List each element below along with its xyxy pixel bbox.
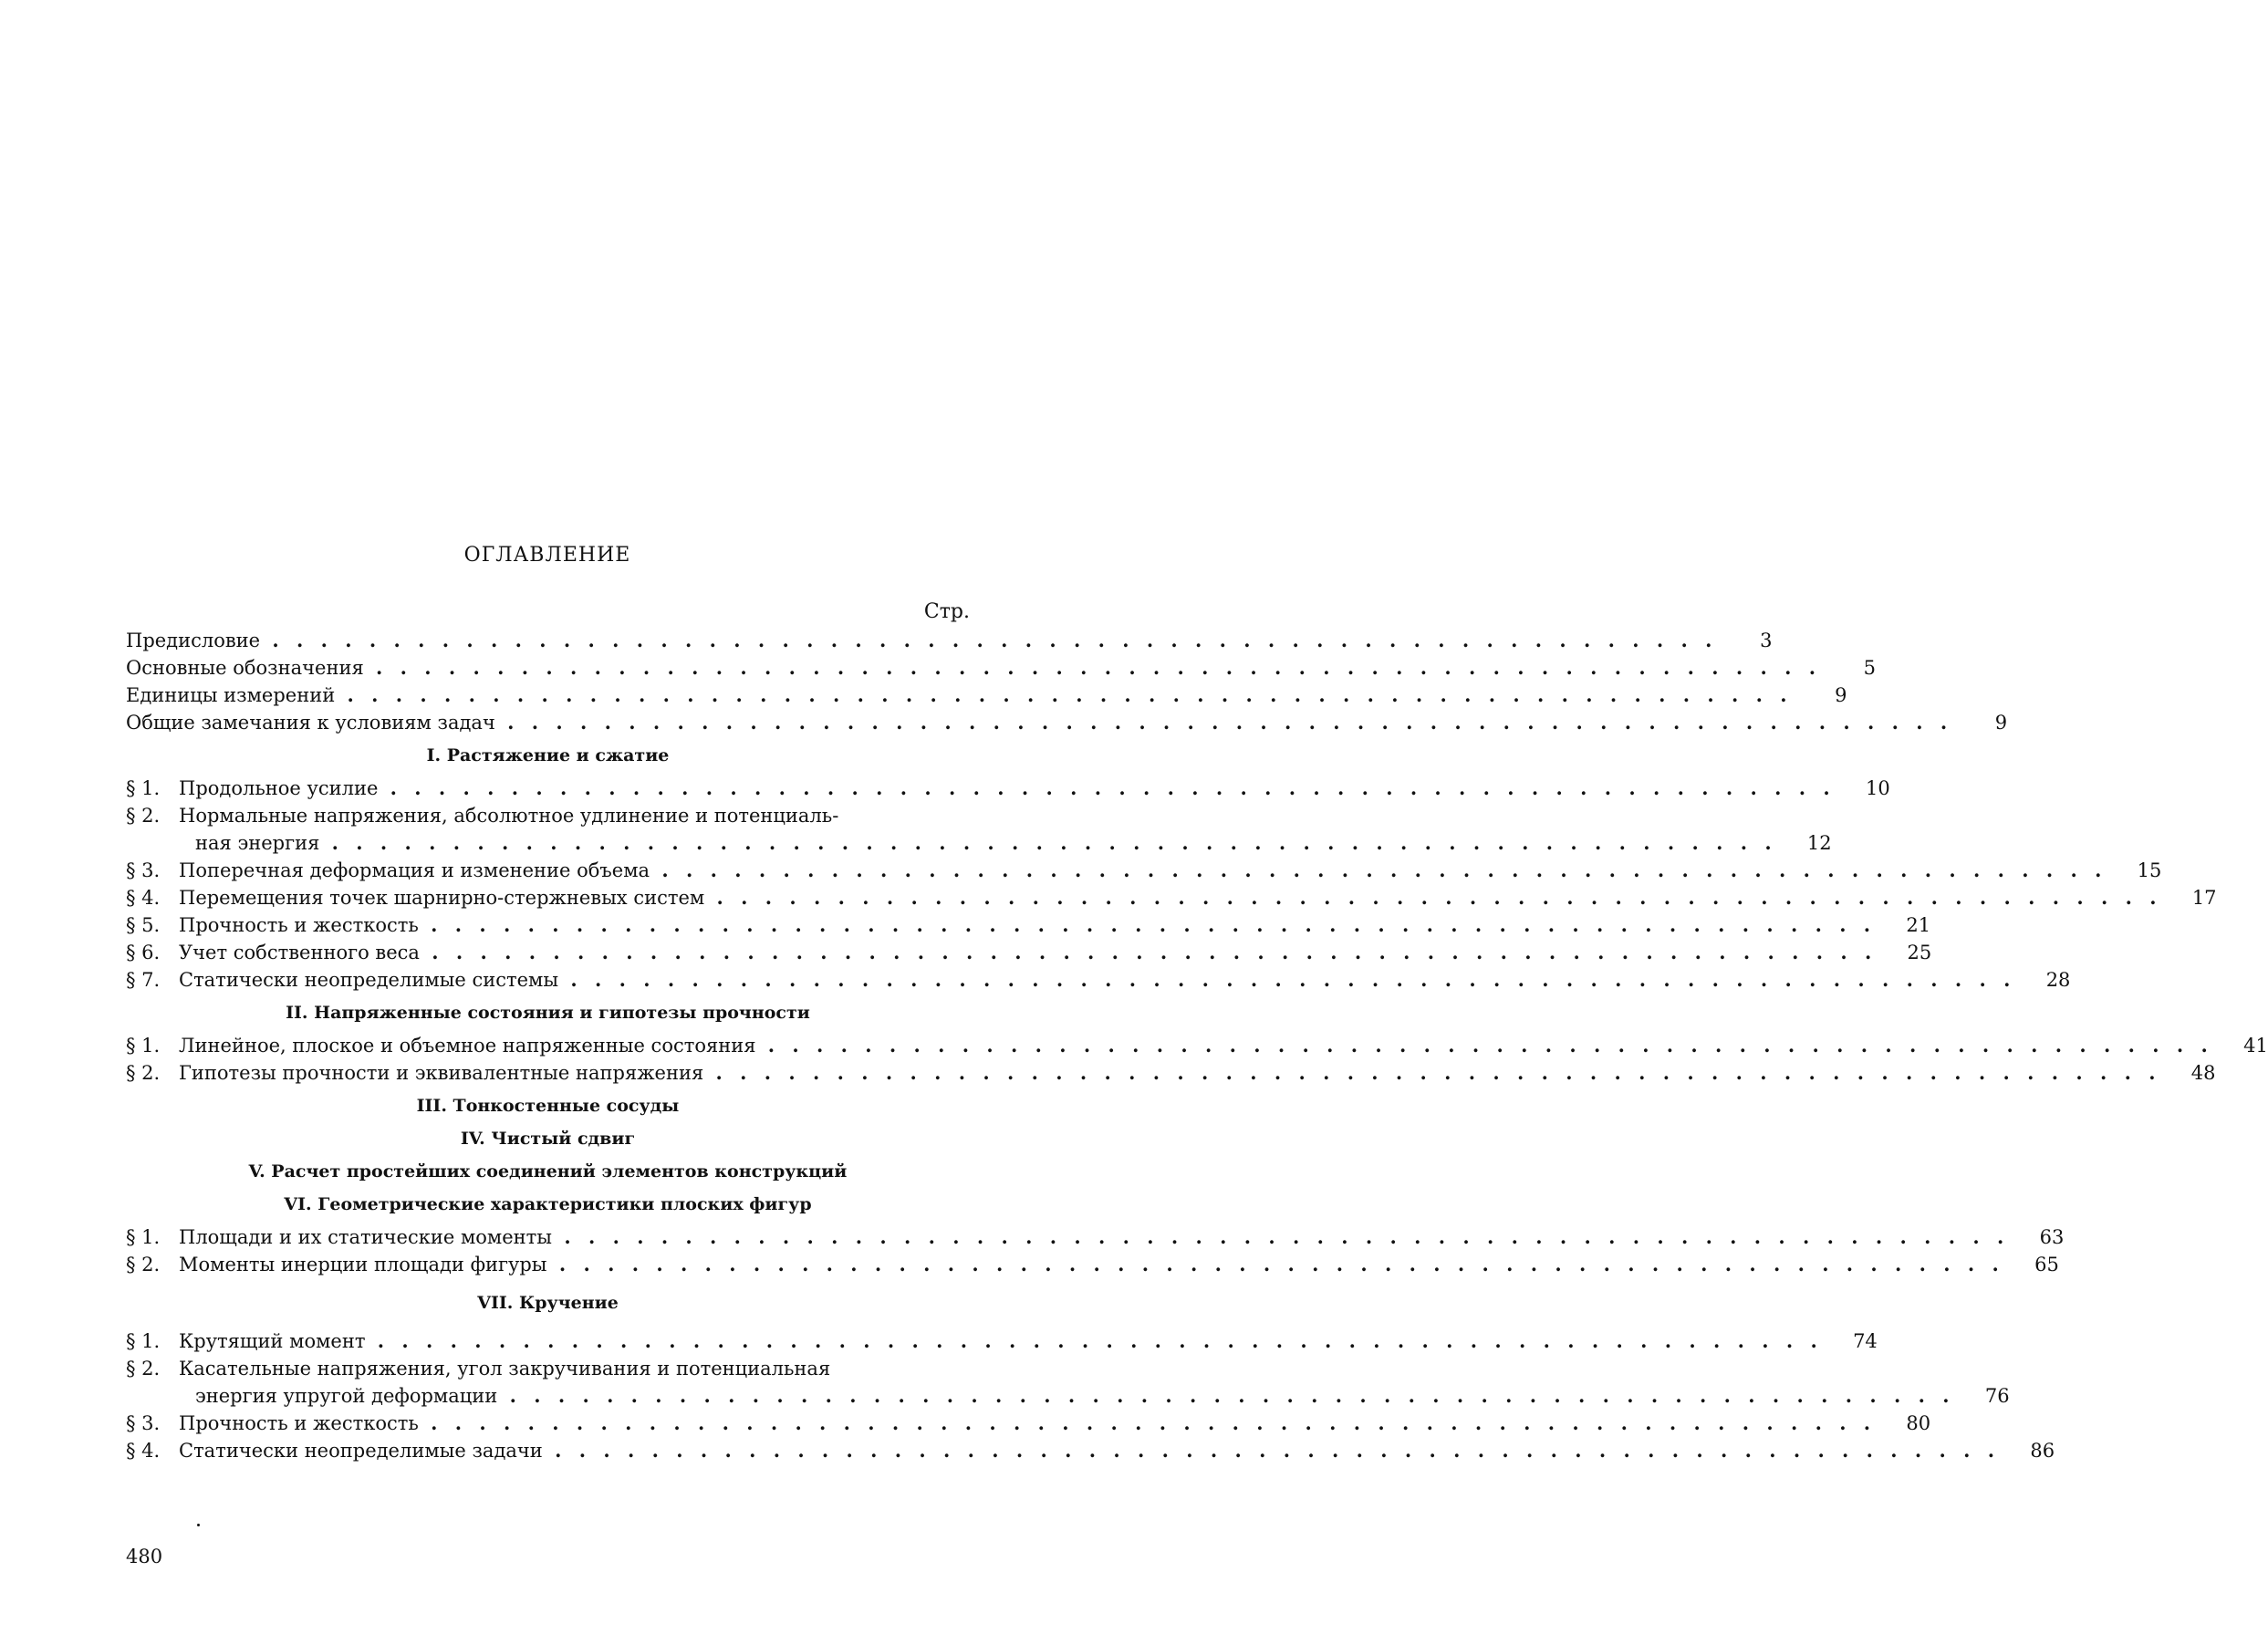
toc-entry-page: 28 (2045, 969, 2071, 991)
toc-entry-page: 9 (1835, 684, 1847, 706)
toc-entry[interactable] (126, 1223, 2065, 1251)
toc-entry-text: Нормальные напряжения, абсолютное удлинение и потенциаль- (179, 805, 839, 827)
toc-entry[interactable] (126, 857, 2162, 884)
toc-entry-number: § 2. (126, 805, 161, 827)
toc-entry-page: 17 (2191, 887, 2217, 909)
page-number: 480 (126, 1546, 163, 1567)
toc-entry-page: 9 (1994, 712, 2008, 734)
toc-entry-number: § 1. (126, 777, 161, 799)
toc-entry-text: Прочность и жесткость . . . (179, 911, 1876, 939)
spacer (126, 1278, 970, 1284)
table-of-contents (126, 598, 2268, 1464)
toc-entry-text: Прочность и жесткость . . . (179, 1410, 1876, 1437)
toc-entry-number: § 1. (126, 1330, 161, 1352)
print-speck (197, 1524, 200, 1526)
toc-entry-text-block (179, 802, 1832, 857)
toc-entry-page: 65 (2034, 1254, 2059, 1275)
toc-entry-text: Линейное, плоское и объемное напряженные состояния . . . (179, 1032, 2213, 1059)
toc-entry-text: Моменты инерции площади фигуры . . . (179, 1251, 2004, 1278)
toc-entry-number: § 6. (126, 942, 161, 963)
toc-entry[interactable] (126, 1327, 1878, 1355)
toc-entry-page: 41 (2243, 1035, 2268, 1057)
chapter-heading: V. Расчет простейших соединений элементов конструкций (248, 1161, 848, 1182)
toc-entry-continuation (179, 1382, 2010, 1410)
toc-entry-general-notes[interactable] (126, 709, 2008, 736)
toc-entry-page: 74 (1853, 1330, 1878, 1352)
toc-entry-number: § 2. (126, 1254, 161, 1275)
toc-entry-number: § 1. (126, 1226, 161, 1248)
toc-entry-text: Поперечная деформация и изменение объема . . . (179, 857, 2107, 884)
toc-entry-number: § 2. (126, 1358, 161, 1380)
toc-entry-page: 86 (2030, 1440, 2055, 1462)
toc-entry-text: Гипотезы прочности и эквивалентные напряжения . . . (179, 1059, 2161, 1087)
toc-entry-page: 48 (2190, 1062, 2216, 1084)
toc-entry-text: Общие замечания к условиям задач . . . (126, 709, 1952, 736)
chapter-heading: III. Тонкостенные сосуды (416, 1096, 680, 1116)
toc-entry-text: Крутящий момент . . . (179, 1327, 1823, 1355)
toc-entry-page: 5 (1863, 657, 1877, 679)
toc-entry-number: § 4. (126, 1440, 161, 1462)
toc-entry-text: Предисловие . . . (126, 627, 1717, 654)
toc-entry[interactable] (126, 1355, 2010, 1410)
toc-entry-page: 10 (1865, 777, 1890, 799)
toc-entry-number: § 1. (126, 1035, 161, 1057)
toc-entry-number: § 7. (126, 969, 161, 991)
toc-entry-number: § 3. (126, 859, 161, 881)
toc-entry[interactable] (126, 1059, 2216, 1087)
toc-entry-number: § 2. (126, 1062, 161, 1084)
toc-entry-page: 63 (2039, 1226, 2065, 1248)
toc-entry-text: Учет собственного веса . . . (179, 939, 1877, 966)
toc-entry-number: § 3. (126, 1412, 161, 1434)
toc-entry-number: § 5. (126, 914, 161, 936)
page-title: ОГЛАВЛЕНИЕ (463, 544, 631, 567)
chapter-heading: II. Напряженные состояния и гипотезы прочности (286, 1003, 810, 1023)
toc-entry-page: 76 (1984, 1385, 2010, 1407)
toc-entry-number: § 4. (126, 887, 161, 909)
toc-entry-page: 80 (1906, 1412, 1931, 1434)
toc-entry-page: 25 (1907, 942, 1932, 963)
toc-entry-notation[interactable] (126, 654, 1877, 682)
toc-entry[interactable] (126, 911, 1931, 939)
toc-entry-page: 3 (1760, 630, 1773, 651)
page-column-label: Стр. (923, 600, 970, 623)
toc-entry-text: Статически неопределимые задачи . . . (179, 1437, 2000, 1464)
toc-entry-text: Касательные напряжения, угол закручивания и потенциальная (179, 1358, 831, 1380)
toc-entry-text: энергия упругой деформации . . . (179, 1382, 1955, 1410)
toc-entry-text: Единицы измерений . . . (126, 682, 1793, 709)
toc-entry[interactable] (126, 884, 2217, 911)
toc-entry[interactable] (126, 775, 1890, 802)
chapter-heading: VII. Кручение (477, 1293, 619, 1313)
chapter-heading: VI. Геометрические характеристики плоских фигур (284, 1194, 812, 1214)
toc-entry[interactable] (126, 1251, 2059, 1278)
toc-entry-text: Основные обозначения . . . (126, 654, 1821, 682)
chapter-heading: IV. Чистый сдвиг (460, 1129, 636, 1149)
toc-entry-page: 21 (1906, 914, 1931, 936)
toc-entry[interactable] (126, 1437, 2055, 1464)
toc-entry-units[interactable] (126, 682, 1847, 709)
toc-entry-text-block (179, 1355, 2010, 1410)
toc-entry-preface[interactable] (126, 627, 1773, 654)
toc-entry[interactable] (126, 1410, 1931, 1437)
toc-entry[interactable] (126, 966, 2071, 994)
toc-entry-text: Площади и их статические моменты . . . (179, 1223, 2009, 1251)
toc-entry-continuation (179, 829, 1832, 857)
toc-entry[interactable] (126, 939, 1932, 966)
toc-entry-text: Перемещения точек шарнирно-стержневых систем . . . (179, 884, 2162, 911)
toc-entry-text: Продольное усилие . . . (179, 775, 1836, 802)
toc-entry-text: ная энергия . . . (179, 829, 1777, 857)
toc-entry[interactable] (126, 1032, 2268, 1059)
toc-entry-text: Статически неопределимые системы . . . (179, 966, 2015, 994)
chapter-heading: I. Растяжение и сжатие (426, 745, 670, 765)
toc-entry-page: 12 (1806, 832, 1832, 854)
toc-entry[interactable] (126, 802, 1832, 857)
toc-entry-page: 15 (2137, 859, 2162, 881)
